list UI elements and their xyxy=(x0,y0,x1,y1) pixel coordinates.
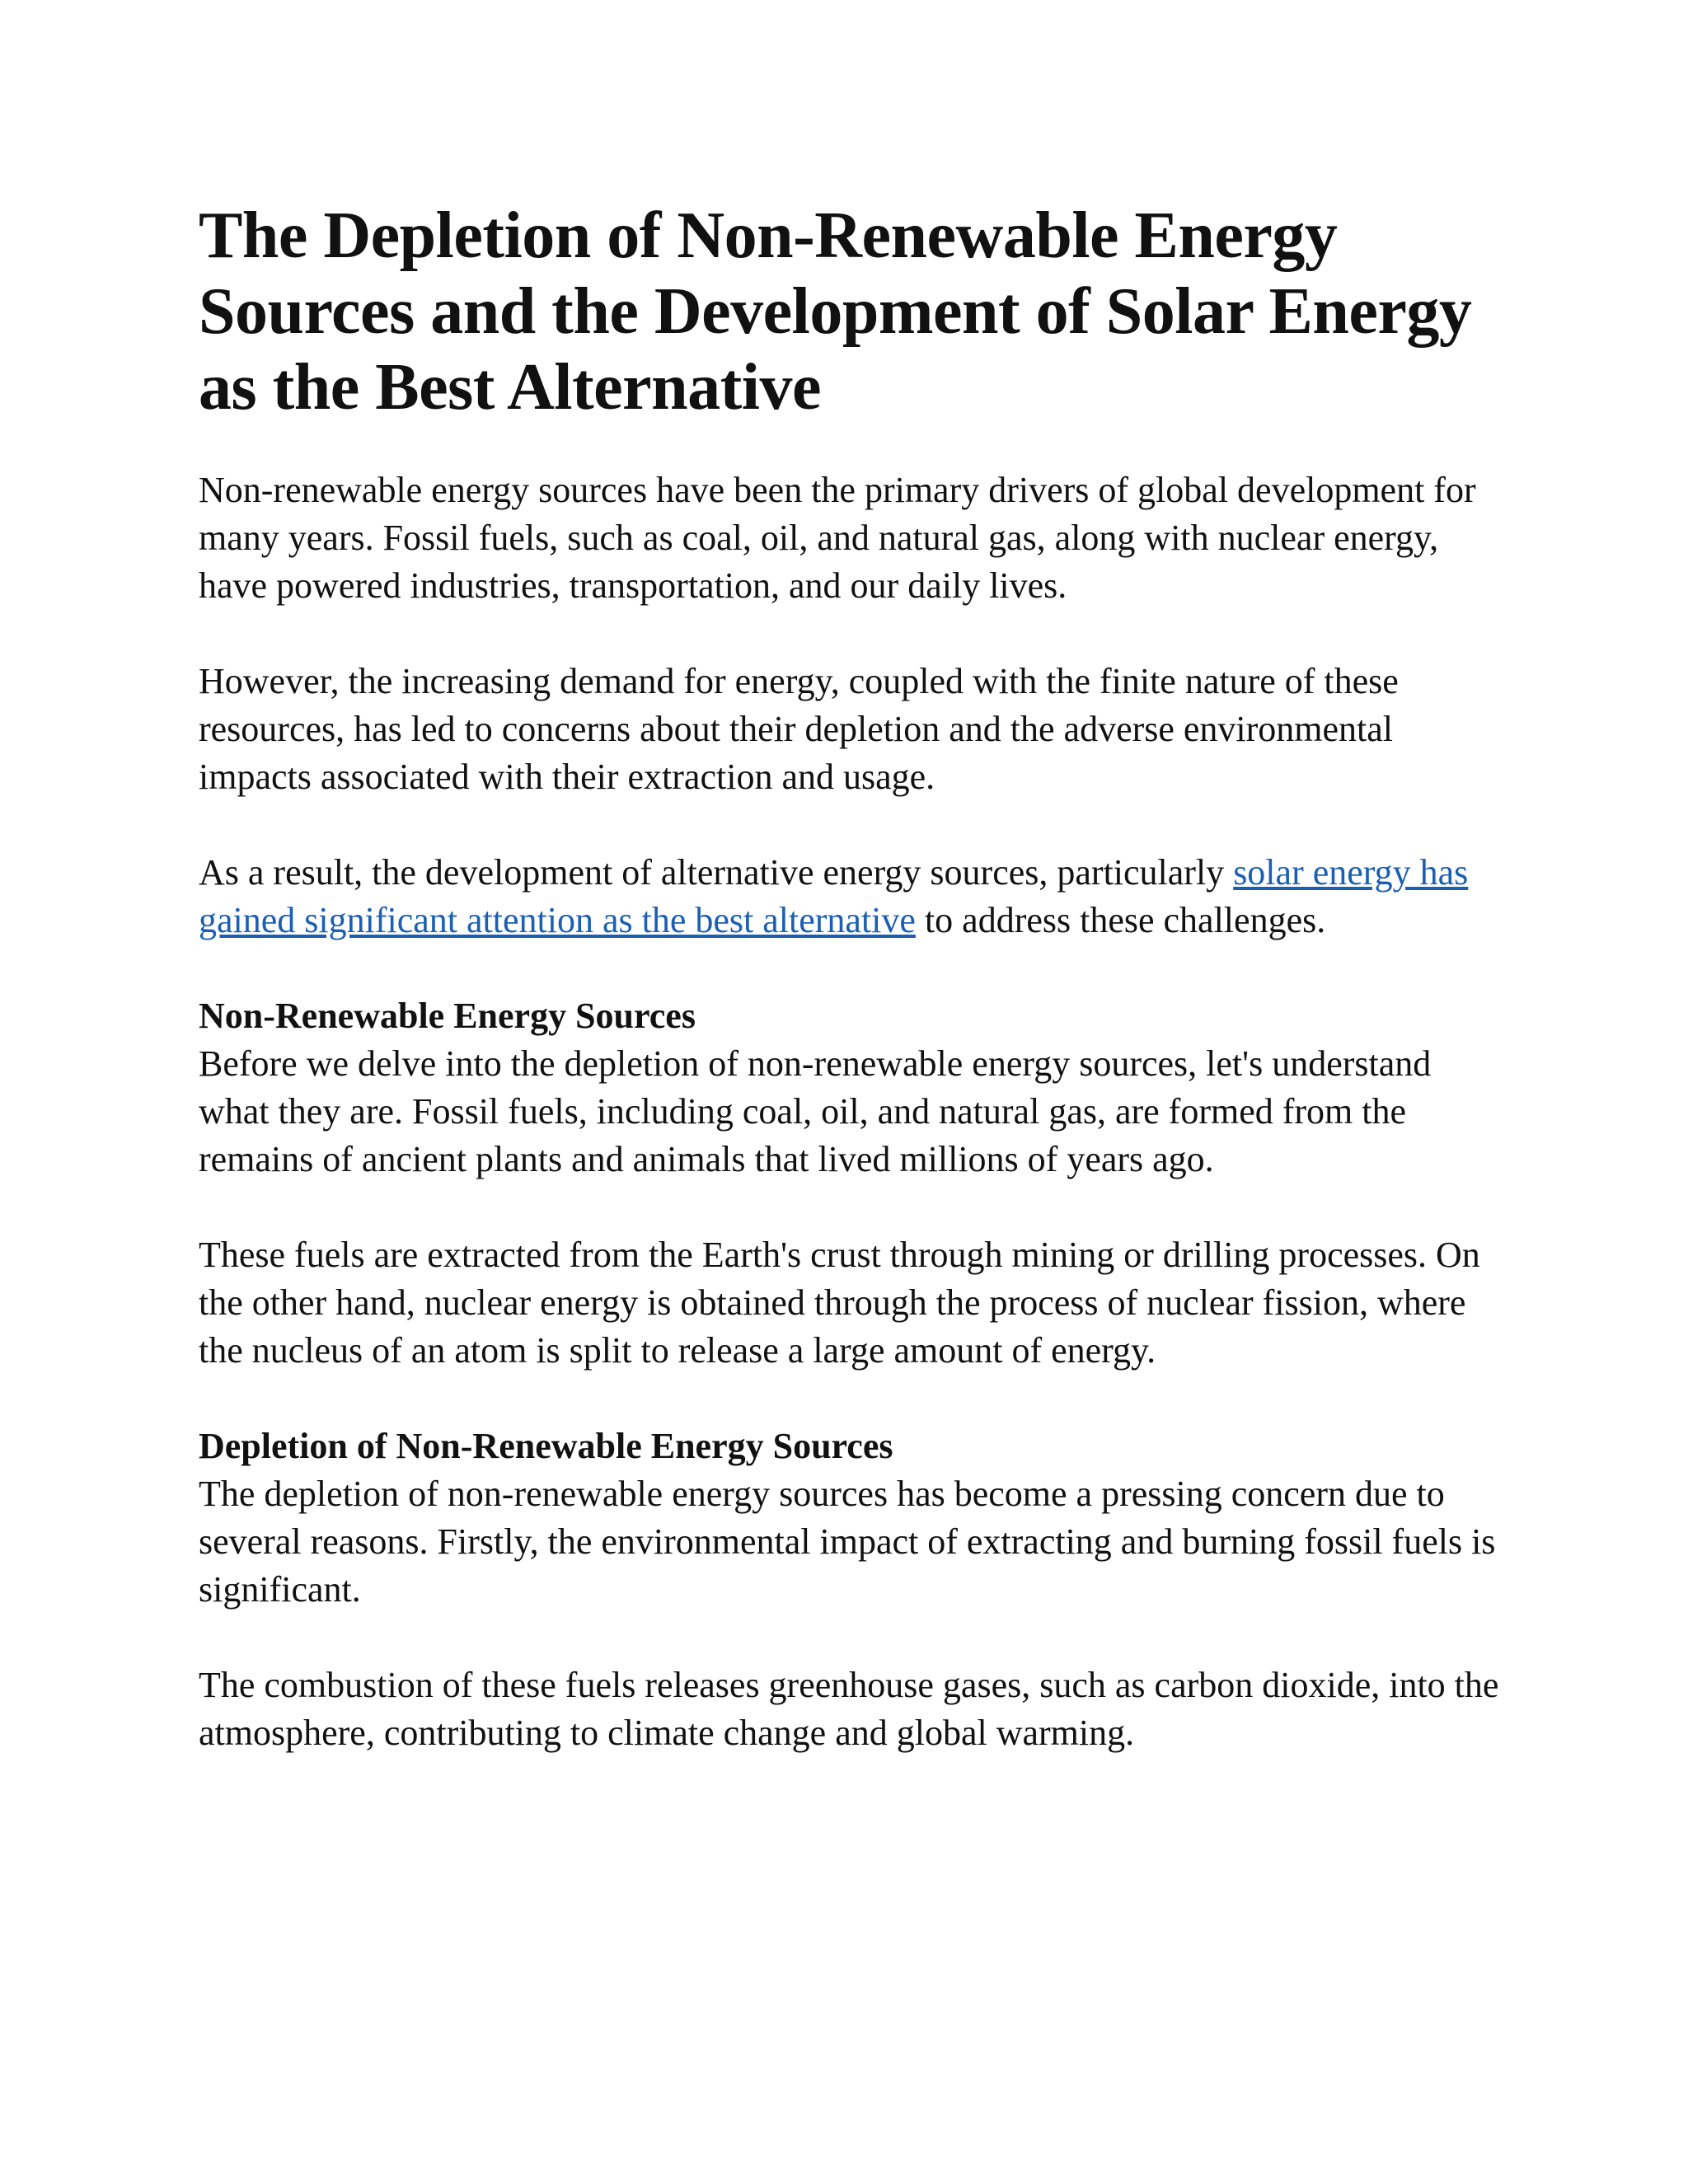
document-title: The Depletion of Non-Renewable Energy Sources and the Development of Solar Energy as the Best Alternative xyxy=(199,199,1472,424)
alternative-paragraph xyxy=(199,849,1501,944)
solar-energy-link[interactable]: solar energy has gained significant attention as the best alternative xyxy=(199,852,1469,940)
section-non-renewable-sources xyxy=(199,992,1501,1183)
extraction-paragraph: These fuels are extracted from the Earth's crust through mining or drilling processes. On the other hand, nuclear energy is obtained through the process of nuclear fission, where the nucleus of an atom is split to release a large amount of energy. xyxy=(199,1235,1480,1371)
intro-paragraph: Non-renewable energy sources have been the primary drivers of global development for many years. Fossil fuels, such as coal, oil, and natural gas, along with nuclear energy, have powered industries, transportation, and our daily lives. xyxy=(199,470,1476,606)
combustion-paragraph: The combustion of these fuels releases greenhouse gases, such as carbon dioxide, into the atmosphere, contributing to climate change and global warming. xyxy=(199,1665,1499,1753)
document-page xyxy=(199,198,1501,1805)
alternative-text-after: to address these challenges. xyxy=(915,900,1326,940)
section-paragraph: Before we delve into the depletion of non-renewable energy sources, let's understand what they are. Fossil fuels, including coal, oil, and natural gas, are formed from the remains of ancient plants and animals that lived millions of years ago. xyxy=(199,1043,1432,1179)
section-depletion xyxy=(199,1422,1501,1614)
section-heading: Non-Renewable Energy Sources xyxy=(199,996,696,1036)
section-heading: Depletion of Non-Renewable Energy Sources xyxy=(199,1426,893,1466)
section-paragraph: The depletion of non-renewable energy sources has become a pressing concern due to several reasons. Firstly, the environmental impact of extracting and burning fossil fuels is significant. xyxy=(199,1474,1496,1610)
alternative-text-before: As a result, the development of alternative energy sources, particularly xyxy=(199,852,1234,893)
concerns-paragraph: However, the increasing demand for energy, coupled with the finite nature of these resources, has led to concerns about their depletion and the adverse environmental impacts associated with their extraction and usage. xyxy=(199,661,1399,797)
